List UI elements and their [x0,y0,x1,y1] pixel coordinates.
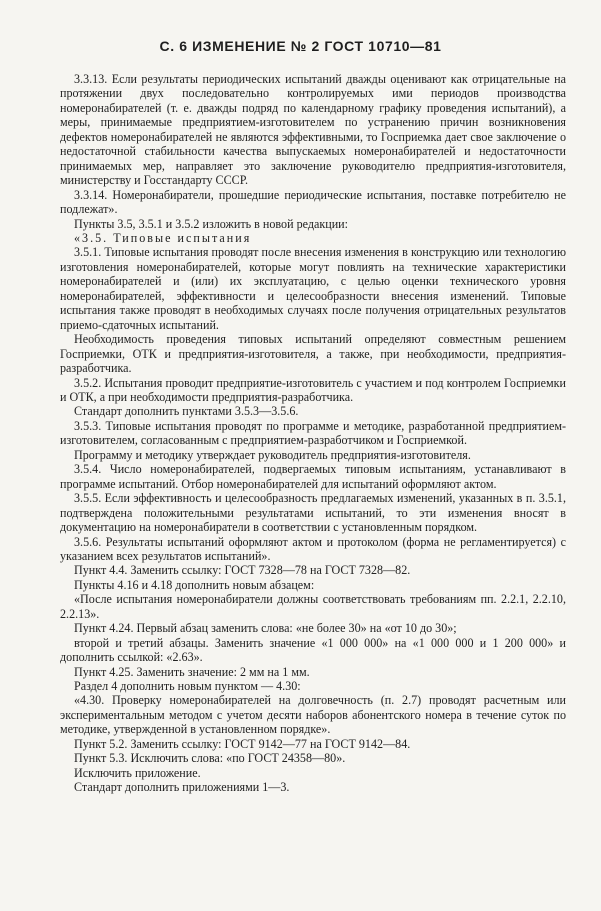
paragraph-4-25: Пункт 4.25. Заменить значение: 2 мм на 1 мм. [74,664,310,679]
paragraph-3-5-6: 3.5.6. Результаты испытаний оформляют актом и протоколом (форма не регламентируется) с указанием всех результатов испытаний». [60,534,566,563]
paragraph-4-24: Пункт 4.24. Первый абзац заменить слова: «не более 30» на «от 10 до 30»; [74,621,457,636]
paragraph-necessity: Необходимость проведения типовых испытаний определяют совместным решением Госприемки, ОТК и предприятия-изготовителя, а также, при необходимости, предприятия-разработчика. [60,332,566,376]
paragraph-3-5-4: 3.5.4. Число номеронабирателей, подвергаемых типовым испытаниям, устанавливают в программе испытаний. Отбор номеронабирателей для испытаний оформляют актом. [60,462,566,491]
paragraph-standard-add: Стандарт дополнить пунктами 3.5.3—3.5.6. [74,404,299,419]
paragraph-3-3-13: 3.3.13. Если результаты периодических испытаний дважды оценивают как отрицательные на протяжении двух последовательно контролируемых ими периодов производства номеронабирателей (т. е. дважды подряд по календарному графику проведения испытаний), а меры, принимаемые предприятием-изготовителем по устранению причин возникновения дефектов номеронабирателей не являются эффективными, то Госприемка дает свое заключение о недостаточной стабильности качества выпускаемых номеронабирателей и недостаточности принимаемых мер, направляет это заключение руководителю предприятия-изготовителя, министерству и Госстандарту СССР. [60,72,566,188]
paragraph-3-5-5: 3.5.5. Если эффективность и целесообразность предлагаемых изменений, указанных в п. 3.5.1, подтверждена положительными результатами испытаний, то эти изменения вносят в документацию на номеронабиратели в соответствии с установленным порядком. [60,491,566,535]
section-heading-3-5: «3.5. Типовые испытания [74,230,252,245]
page-header: С. 6 ИЗМЕНЕНИЕ № 2 ГОСТ 10710—81 [159,38,442,54]
paragraph-5-3: Пункт 5.3. Исключить слова: «по ГОСТ 24358—80». [74,751,346,766]
paragraph-after-test: «После испытания номеронабиратели должны соответствовать требованиям пп. 2.2.1, 2.2.10, 2.2.13». [60,592,566,621]
paragraph-add-appendices: Стандарт дополнить приложениями 1—3. [74,780,290,795]
document-body [60,72,566,795]
paragraph-program-approval: Программу и методику утверждает руководитель предприятия-изготовителя. [74,447,471,462]
paragraph-4-4: Пункт 4.4. Заменить ссылку: ГОСТ 7328—78 на ГОСТ 7328—82. [74,563,411,578]
paragraph-3-3-14: 3.3.14. Номеронабиратели, прошедшие периодические испытания, поставке потребителю не подлежат». [60,187,566,217]
paragraph-5-2: Пункт 5.2. Заменить ссылку: ГОСТ 9142—77 на ГОСТ 9142—84. [74,736,411,751]
paragraph-3-5-2: 3.5.2. Испытания проводит предприятие-изготовитель с участием и под контролем Госприемки и ОТК, а при необходимости предприятия-разработчика. [60,375,566,404]
paragraph-section-4-add: Раздел 4 дополнить новым пунктом — 4.30: [74,679,301,694]
paragraph-4-16-4-18: Пункты 4.16 и 4.18 дополнить новым абзацем: [74,577,315,592]
paragraph-exclude-appendix: Исключить приложение. [74,765,201,780]
paragraph-3-5-3: 3.5.3. Типовые испытания проводят по программе и методике, разработанной предприятием-изготовителем, согласованным с предприятием-разработчиком и Госприемкой. [60,418,566,448]
paragraph-points-3-5: Пункты 3.5, 3.5.1 и 3.5.2 изложить в новой редакции: [74,216,349,231]
paragraph-second-third: второй и третий абзацы. Заменить значение «1 000 000» на «1 000 000 и 1 200 000» и дополнить ссылкой: «2.63». [60,635,566,665]
paragraph-3-5-1: 3.5.1. Типовые испытания проводят после внесения изменения в конструкцию или технологию изготовления номеронабирателей, которые могут повлиять на технические характеристики номеронабирателей и (или) их эксплуатацию, с целью оценки технического уровня номеронабирателей, эффективности и целесообразности внесения изменений. Типовые испытания также проводят в необходимых случаях после получения отрицательных результатов приемо-сдаточных испытаний. [60,245,566,332]
paragraph-4-30: «4.30. Проверку номеронабирателей на долговечность (п. 2.7) проводят расчетным или экспериментальным методом с учетом десяти наборов абонентского номера в течение суток по методике, утвержденной в установленном порядке». [60,693,566,737]
